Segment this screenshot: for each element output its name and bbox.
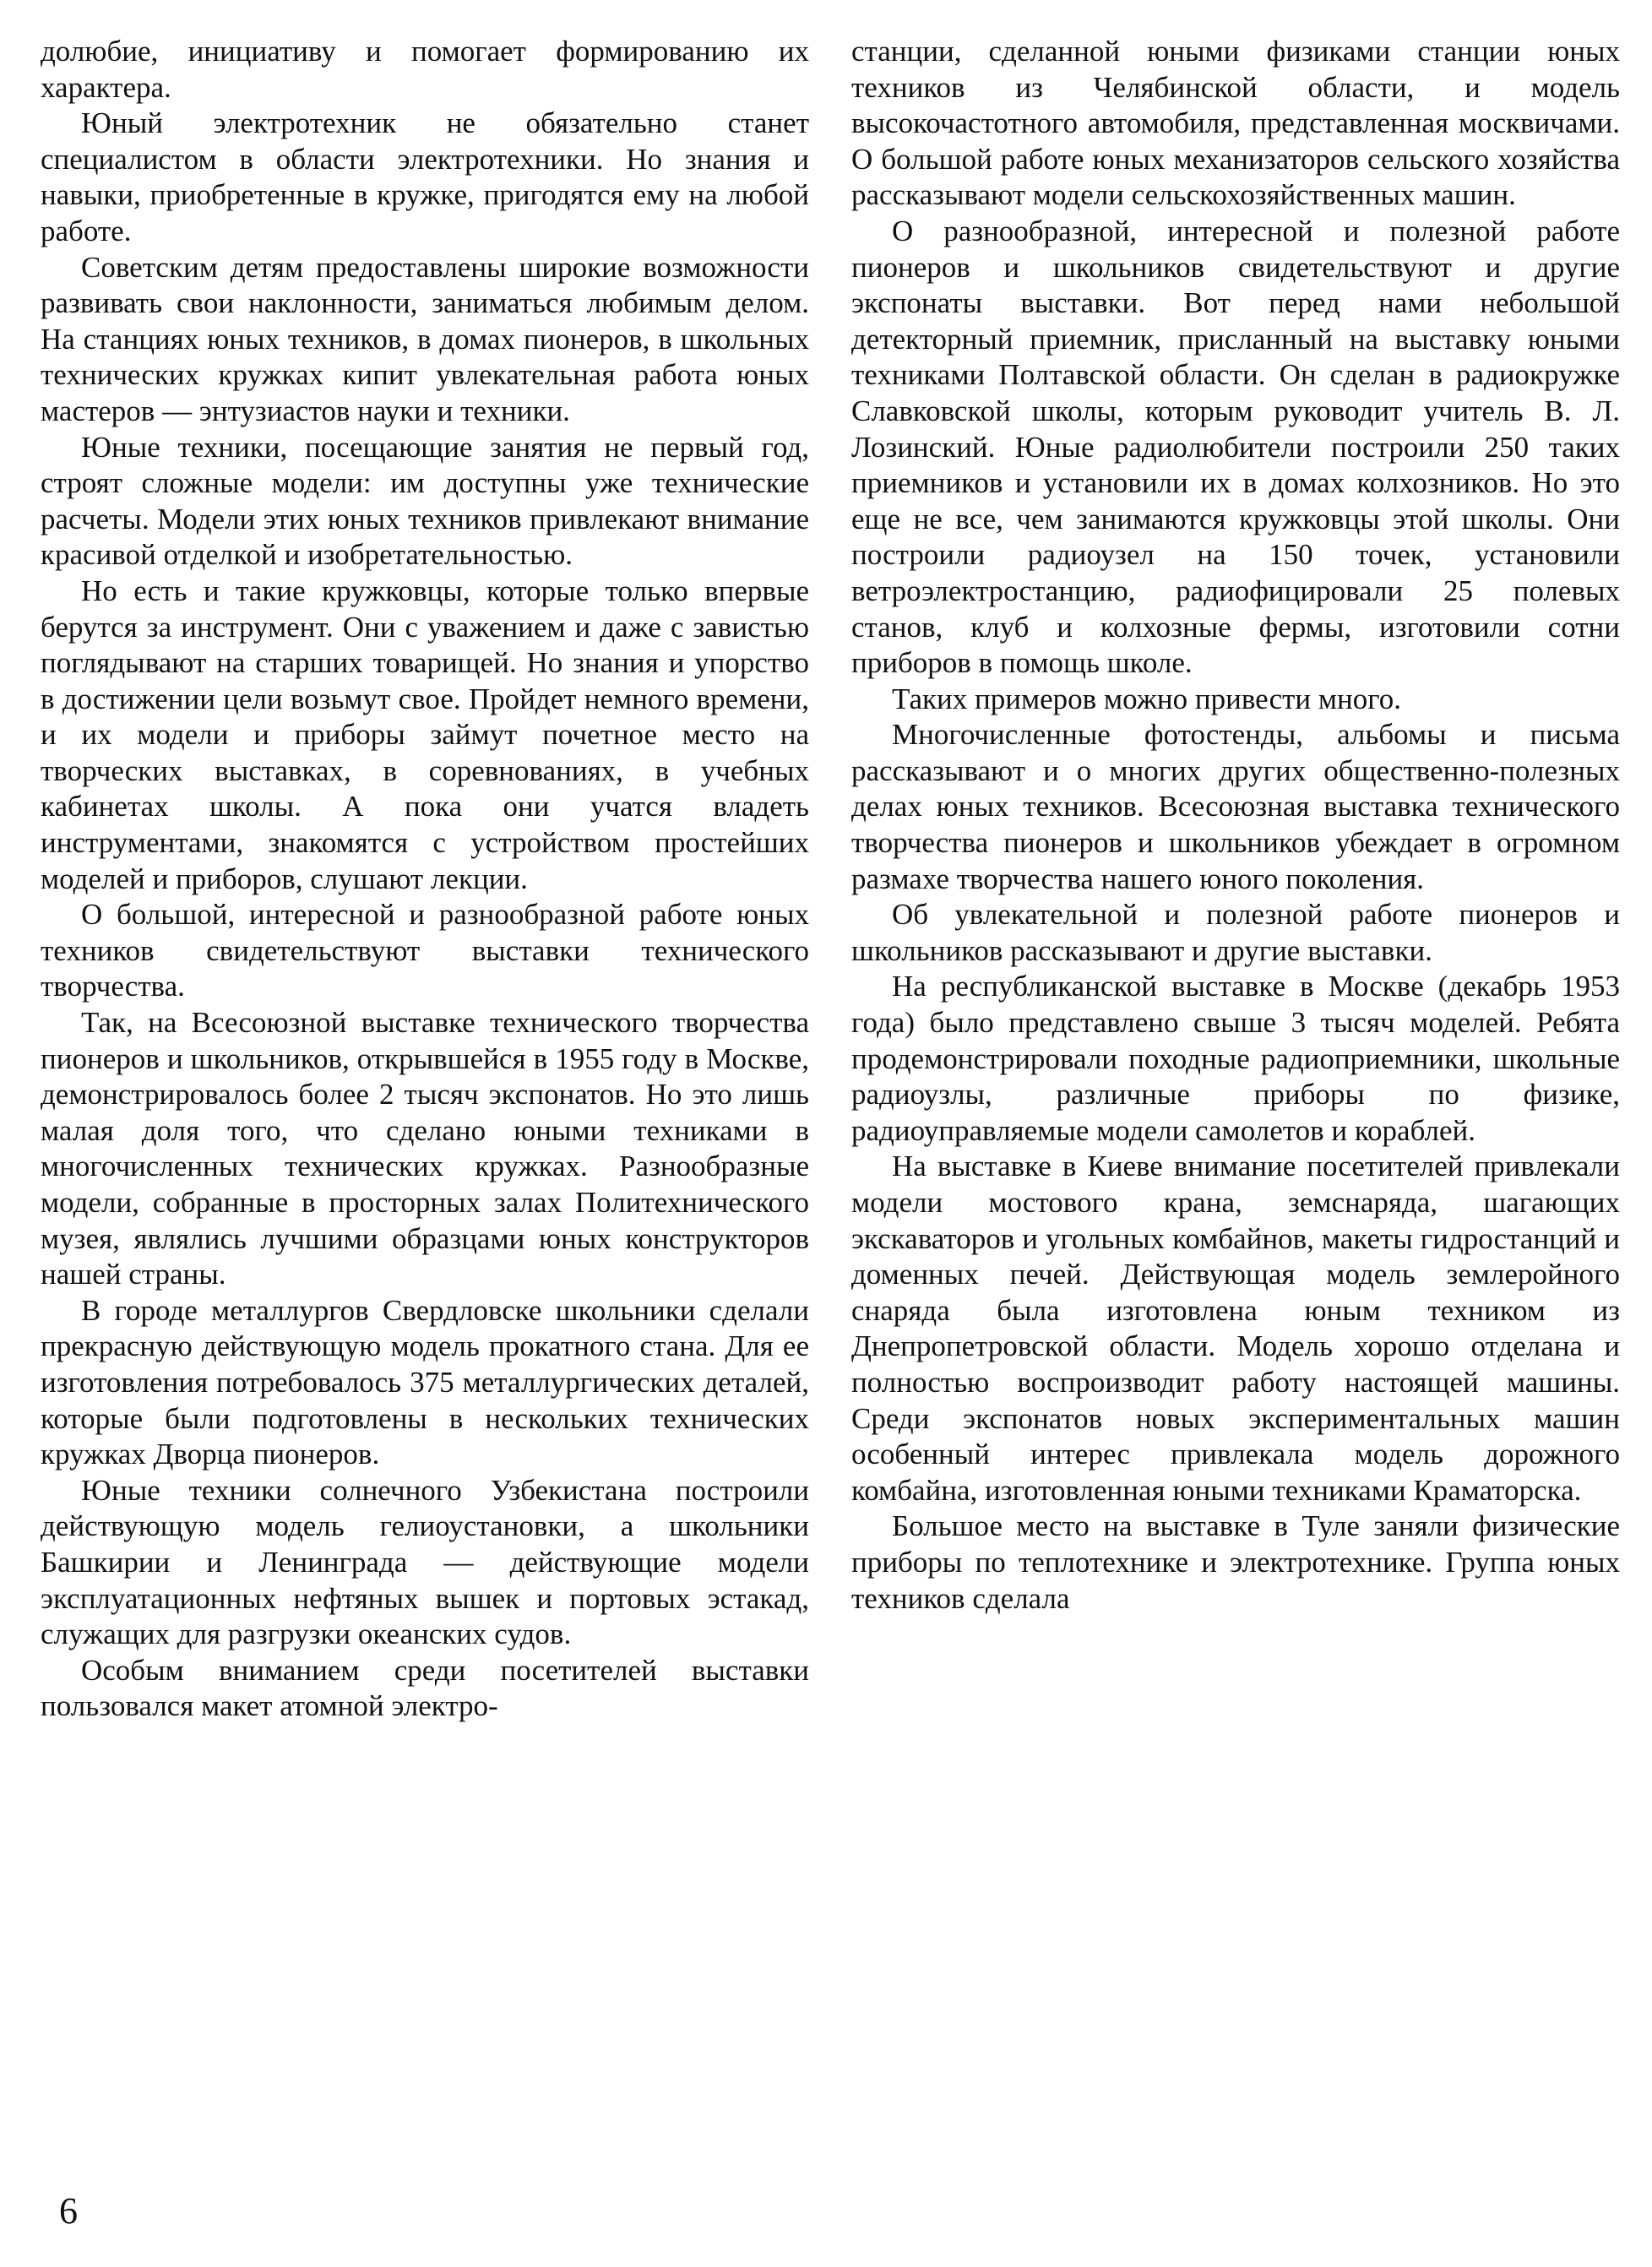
paragraph: Юные техники, посещающие занятия не первый год, строят сложные модели: им доступны уже технические расчеты. Модели этих юных техников привлекают внимание красивой отделкой и изобретательностью.: [41, 430, 809, 572]
document-page: [41, 34, 1620, 2230]
paragraph: Так, на Всесоюзной выставке технического творчества пионеров и школьников, открывшейся в 1955 году в Москве, демонстрировалось более 2 тысяч экспонатов. Но это лишь малая доля того, что сделано юными техниками в многочисленных технических кружках. Разнообразные модели, собранные в просторных залах Политехнического музея, являлись лучшими образцами юных конструкторов нашей страны.: [41, 1006, 809, 1291]
paragraph: Советским детям предоставлены широкие возможности развивать свои наклонности, заниматься любимым делом. На станциях юных техников, в домах пионеров, в школьных технических кружках кипит увлекательная работа юных мастеров — энтузиастов науки и техники.: [41, 250, 809, 427]
paragraph: В городе металлургов Свердловске школьники сделали прекрасную действующую модель прокатного стана. Для ее изготовления потребовалось 375 металлургических деталей, которые были подготовлены в нескольких технических кружках Дворца пионеров.: [41, 1293, 809, 1471]
paragraph: Большое место на выставке в Туле заняли физические приборы по теплотехнике и электротехнике. Группа юных техников сделала: [851, 1509, 1620, 1615]
page-number: 6: [59, 2190, 78, 2232]
paragraph: долюбие, инициативу и помогает формированию их характера.: [41, 35, 809, 104]
paragraph: Но есть и такие кружковцы, которые только впервые берутся за инструмент. Они с уважением и даже с завистью поглядывают на старших товарищей. Но знания и упорство в достижении цели возьмут свое. Пройдет немного времени, и их модели и приборы займут почетное место на творческих выставках, в соревнованиях, в учебных кабинетах школы. А пока они учатся владеть инструментами, знакомятся с устройством простейших моделей и приборов, слушают лекции.: [41, 574, 809, 895]
paragraph: На республиканской выставке в Москве (декабрь 1953 года) было представлено свыше 3 тысяч моделей. Ребята продемонстрировали походные радиоприемники, школьные радиоузлы, различные приборы по физике, радиоуправляемые модели самолетов и кораблей.: [851, 970, 1620, 1147]
paragraph: станции, сделанной юными физиками станции юных техников из Челябинской области, и модель высокочастотного автомобиля, представленная москвичами. О большой работе юных механизаторов сельского хозяйства рассказывают модели сельскохозяйственных машин.: [851, 35, 1620, 212]
paragraph: Юные техники солнечного Узбекистана построили действующую модель гелиоустановки, а школьники Башкирии и Ленинграда — действующие модели эксплуатационных нефтяных вышек и портовых эстакад, служащих для разгрузки океанских судов.: [41, 1473, 809, 1651]
paragraph: О большой, интересной и разнообразной работе юных техников свидетельствуют выставки технического творчества.: [41, 898, 809, 1003]
paragraph: Об увлекательной и полезной работе пионеров и школьников рассказывают и другие выставки.: [851, 898, 1620, 967]
paragraph: На выставке в Киеве внимание посетителей привлекали модели мостового крана, земснаряда, шагающих экскаваторов и угольных комбайнов, макеты гидростанций и доменных печей. Действующая модель землеройного снаряда была изготовлена юным техником из Днепропетровской области. Модель хорошо отделана и полностью воспроизводит работу настоящей машины. Среди экспонатов новых экспериментальных машин особенный интерес привлекала модель дорожного комбайна, изготовленная юными техниками Краматорска.: [851, 1150, 1620, 1507]
left-column: [41, 34, 809, 1725]
paragraph: Таких примеров можно привести много.: [892, 682, 1401, 715]
right-column: [851, 34, 1620, 1617]
paragraph: Особым вниманием среди посетителей выставки пользовался макет атомной электро-: [41, 1653, 809, 1723]
paragraph: О разнообразной, интересной и полезной работе пионеров и школьников свидетельствуют и другие экспонаты выставки. Вот перед нами небольшой детекторный приемник, присланный на выставку юными техниками Полтавской области. Он сделан в радиокружке Славковской школы, которым руководит учитель В. Л. Лозинский. Юные радиолюбители построили 250 таких приемников и установили их в домах колхозников. Но это еще не все, чем занимаются кружковцы этой школы. Они построили радиоузел на 150 точек, установили ветроэлектростанцию, радиофицировали 25 полевых станов, клуб и колхозные фермы, изготовили сотни приборов в помощь школе.: [851, 214, 1620, 680]
paragraph: Многочисленные фотостенды, альбомы и письма рассказывают и о многих других общественно-полезных делах юных техников. Всесоюзная выставка технического творчества пионеров и школьников убеждает в огромном размахе творчества нашего юного поколения.: [851, 718, 1620, 895]
paragraph: Юный электротехник не обязательно станет специалистом в области электротехники. Но знания и навыки, приобретенные в кружке, пригодятся ему на любой работе.: [41, 106, 809, 247]
